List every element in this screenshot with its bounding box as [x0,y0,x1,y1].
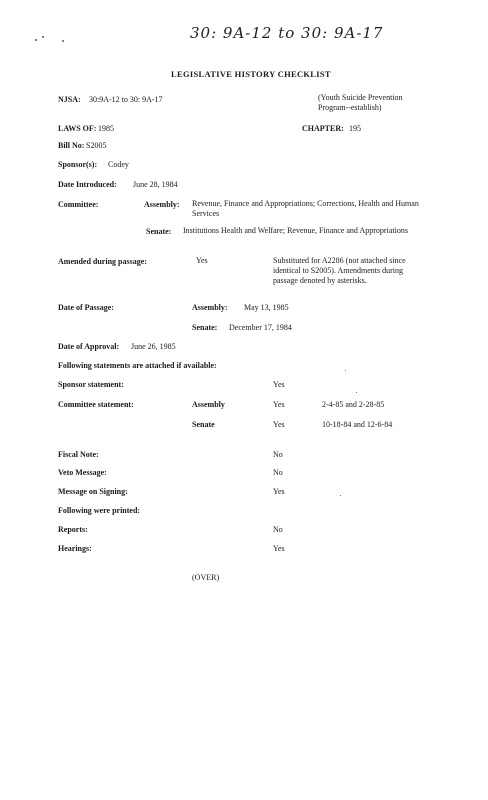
amended-note: Substituted for A2286 (not attached since identical to S2005). Amendments during passage denoted by asterisks. [273,256,406,285]
printed-heading: Following were printed: [58,506,141,515]
scan-speck [340,495,341,496]
njsa-label: NJSA: [58,95,81,104]
message-on-signing-label: Message on Signing: [58,487,128,496]
committee-statement-assembly-label: Assembly [192,400,225,409]
message-on-signing-value: Yes [273,487,285,496]
handwritten-statute-range: 30: 9A-12 to 30: 9A-17 [190,24,384,42]
scan-speck [35,39,37,41]
amended-value: Yes [196,256,208,265]
reports-label: Reports: [58,525,88,534]
bill-no-label: Bill No: [58,141,85,150]
amended-label: Amended during passage: [58,257,147,266]
chapter-label: CHAPTER: [302,124,344,133]
committee-statement-senate-value: Yes [273,420,285,429]
date-introduced-label: Date Introduced: [58,180,117,189]
date-introduced-value: June 28, 1984 [133,180,178,189]
scan-speck [42,36,44,38]
sponsor-statement-label: Sponsor statement: [58,380,124,389]
sponsors-label: Sponsor(s): [58,160,98,169]
program-note-line-2: Program--establish) [318,103,382,112]
scan-speck [345,370,346,371]
scan-speck [62,40,64,42]
committee-statement-assembly-value: Yes [273,400,285,409]
committee-statement-label: Committee statement: [58,400,134,409]
laws-of-value: 1985 [98,124,114,133]
program-note-line-1: (Youth Suicide Prevention [318,93,403,102]
committee-statement-senate-dates: 10-18-84 and 12-6-84 [322,420,393,429]
committee-assembly-label: Assembly: [144,200,180,209]
hearings-label: Hearings: [58,544,92,553]
committee-statement-senate-label: Senate [192,420,215,429]
date-of-passage-label: Date of Passage: [58,303,114,312]
committee-senate-label: Senate: [146,227,172,236]
chapter-value: 195 [349,124,361,133]
fiscal-note-value: No [273,450,283,459]
passage-assembly-value: May 13, 1985 [244,303,289,312]
veto-message-value: No [273,468,283,477]
attached-heading: Following statements are attached if available: [58,361,217,370]
page-title: LEGISLATIVE HISTORY CHECKLIST [171,69,331,79]
committee-assembly-value: Revenue, Finance and Appropriations; Corrections, Health and Human Services [192,199,419,218]
sponsors-value: Codey [108,160,129,169]
njsa-value: 30:9A-12 to 30: 9A-17 [89,95,163,104]
date-of-approval-value: June 26, 1985 [131,342,176,351]
passage-assembly-label: Assembly: [192,303,228,312]
passage-senate-value: December 17, 1984 [229,323,292,332]
passage-senate-label: Senate: [192,323,218,332]
committee-senate-value: Institutions Health and Welfare; Revenue, Finance and Appropriations [183,226,408,235]
reports-value: No [273,525,283,534]
veto-message-label: Veto Message: [58,468,107,477]
over-footer: (OVER) [192,573,220,582]
committee-label: Committee: [58,200,99,209]
scan-speck [356,392,357,393]
bill-no-value: S2005 [86,141,107,150]
fiscal-note-label: Fiscal Note: [58,450,99,459]
sponsor-statement-value: Yes [273,380,285,389]
date-of-approval-label: Date of Approval: [58,342,120,351]
hearings-value: Yes [273,544,285,553]
laws-of-label: LAWS OF: [58,124,97,133]
committee-statement-assembly-dates: 2-4-85 and 2-28-85 [322,400,385,409]
